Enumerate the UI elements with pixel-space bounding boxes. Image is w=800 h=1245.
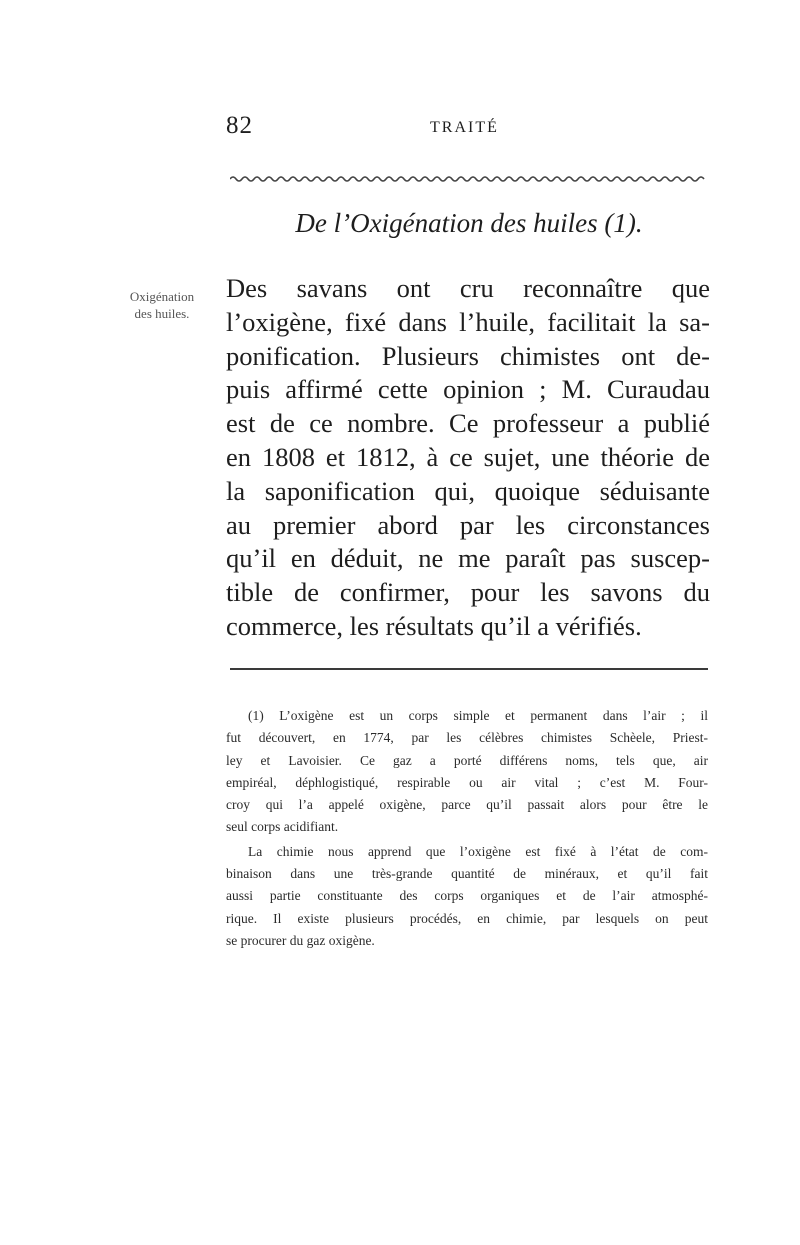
footnote-line: rique. Il existe plusieurs procédés, en chimie, par lesquels on peut	[226, 910, 708, 926]
footnote-line: aussi partie constituante des corps organiques et de l’air atmosphé-	[226, 888, 708, 904]
footnote-line: La chimie nous apprend que l’oxigène est fixé à l’état de com-	[248, 843, 708, 859]
footnote-line: croy qui l’a appelé oxigène, parce qu’il passait alors pour être le	[226, 797, 708, 813]
footnote-line: (1) L’oxigène est un corps simple et permanent dans l’air ; il	[248, 708, 708, 723]
footnote-line: ley et Lavoisier. Ce gaz a porté différens noms, tels que, air	[226, 752, 708, 768]
margin-note-line: Oxigénation	[129, 289, 195, 304]
footnote-line: seul corps acidifiant.	[226, 819, 339, 835]
body-line: la saponification qui, quoique séduisante	[226, 475, 710, 506]
body-paragraph	[226, 272, 710, 644]
footnote-line: fut découvert, en 1774, par les célèbres chimistes Schèele, Priest-	[226, 730, 708, 746]
footnotes	[226, 705, 708, 952]
footnote-line: empiréal, déphlogistiqué, respirable ou air vital ; c’est M. Four-	[226, 774, 708, 790]
margin-note-line: des huiles.	[134, 306, 190, 321]
footnote-2	[226, 841, 708, 952]
body-line: commerce, les résultats qu’il a vérifiés.	[226, 610, 642, 641]
footnote-line: se procurer du gaz oxigène.	[226, 932, 375, 948]
body-line: en 1808 et 1812, à ce sujet, une théorie de	[226, 441, 710, 472]
footnote-1	[226, 705, 708, 839]
ornamental-rule	[230, 174, 708, 184]
body-line: l’oxigène, fixé dans l’huile, facilitait la sa-	[226, 306, 710, 337]
footnote-line: binaison dans une très-grande quantité de minéraux, et qu’il fait	[226, 866, 708, 882]
footnote-rule	[230, 668, 708, 670]
body-line: est de ce nombre. Ce professeur a publié	[226, 408, 710, 439]
page-number: 82	[226, 112, 253, 139]
body-line: ponification. Plusieurs chimistes ont de-	[226, 340, 710, 371]
margin-note	[112, 288, 212, 322]
section-title: De l’Oxigénation des huiles (1).	[295, 208, 643, 238]
body-line: qu’il en déduit, ne me paraît pas suscep-	[226, 543, 710, 574]
body-line: Des savans ont cru reconnaître que	[226, 273, 710, 303]
running-head	[226, 112, 706, 142]
body-line: puis affirmé cette opinion ; M. Curaudau	[226, 374, 710, 405]
body-line: au premier abord par les circonstances	[226, 509, 710, 540]
running-title: TRAITÉ	[430, 119, 499, 136]
body-line: tible de confirmer, pour les savons du	[226, 577, 710, 608]
